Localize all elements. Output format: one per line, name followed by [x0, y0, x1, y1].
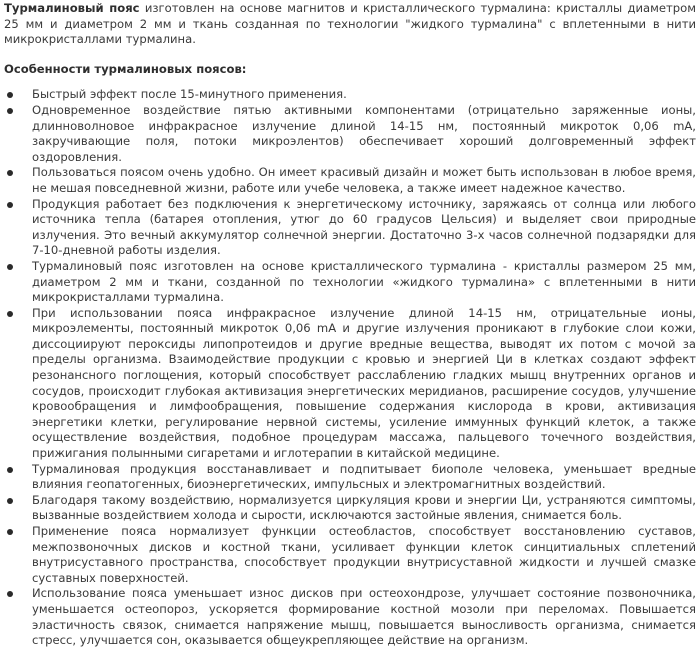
list-item-text: Пользоваться поясом очень удобно. Он имеет красивый дизайн и может быть использован в любое время, не мешая повседневной жизни, работе или учебе человека, а также имеет надежное качество. [32, 165, 696, 195]
intro-paragraph [4, 1, 696, 48]
list-item-text: Использование пояса уменьшает износ дисков при остеохондрозе, улучшает состояние позвоночника, уменьшается остеопороз, ускоряется формирование костной мозоли при переломах. Повышается эластичность связок, снимается напряжение мышц, повышается выносливость организма, снимается стресс, улучшается сон, оказывается общеукрепляющее действие на организм. [32, 586, 696, 648]
bullet-icon [7, 591, 13, 597]
list-item-text: Турмалиновый пояс изготовлен на основе кристаллического турмалина - кристаллы размером 25 мм, диаметром 2 мм и ткани, созданной по технологии «жидкого турмалина» с вплетенными в нити микрокристаллами турмалина. [32, 258, 696, 305]
list-item [4, 103, 696, 165]
list-item [4, 165, 696, 196]
list-item-text: Применение пояса нормализует функции остеобластов, способствует восстановлению суставов, межпозвоночных дисков и костной ткани, усиливает функции клеток синцитиальных сплетений внутрисуставного пространства, способствует продукции внутрисуставной жидкости и лучшей смазке суставных поверхностей. [32, 524, 696, 585]
list-item-text: Турмалиновая продукция восстанавливает и подпитывает биополе человека, уменьшает вредные влияния геопатогенных, биоэнергетических, импульсных и электромагнитных воздействий. [32, 461, 696, 492]
list-item [4, 306, 696, 462]
bullet-icon [7, 467, 13, 473]
list-item [4, 493, 696, 524]
bullet-icon [7, 529, 13, 535]
list-item-text: Быстрый эффект после 15-минутного применения. [32, 87, 347, 102]
bullet-icon [7, 498, 13, 504]
list-item-text: Благодаря такому воздействию, нормализуется циркуляция крови и энергии Ци, устраняются симптомы, вызванные воздействием холода и сырости, исключаются застойные явления, снимается боль. [32, 492, 696, 523]
list-item-text: Одновременное воздействие пятью активными компонентами (отрицательно заряженные ионы, длинноволновое инфракрасное излучение длиной 14-15 нм, постоянный микроток 0,06 mA, закручивающие поля, потоки микроэлентов) обеспечивает хороший долговременный эффект оздоровления. [32, 102, 696, 164]
bullet-icon [7, 108, 13, 114]
features-list [4, 87, 696, 648]
intro-text: изготовлен на основе магнитов и кристаллического турмалина: кристаллы диаметром 25 мм и диаметром 2 мм и ткань созданная по технологии "жидкого турмалина" с вплетенными в нити микрокристаллами турмалина. [4, 1, 696, 47]
list-item-text: Продукция работает без подключения к энергетическому источнику, заряжаясь от солнца или любого источника тепла (батарея отопления, утюг до 60 градусов Цельсия) и выделяет свои природные излучения. Это вечный аккумулятор солнечной энергии. Достаточно 3-х часов солнечной подзарядки для 7-10-дневной работы изделия. [32, 196, 696, 258]
intro-lead: Турмалиновый пояс [4, 1, 140, 15]
list-item [4, 87, 696, 103]
bullet-icon [7, 264, 13, 270]
bullet-icon [7, 202, 13, 208]
list-item [4, 524, 696, 586]
features-heading: Особенности турмалиновых поясов: [4, 61, 247, 76]
bullet-icon [7, 170, 13, 176]
bullet-icon [7, 311, 13, 317]
list-item [4, 462, 696, 493]
bullet-icon [7, 92, 13, 98]
list-item [4, 197, 696, 259]
list-item-text: При использовании пояса инфракрасное излучение длиной 14-15 нм, отрицательные ионы, микроэлементы, постоянный микроток 0,06 mA и другие излучения проникают в глубокие слои кожи, диссоциируют пероксиды липопротеидов и другие вредные вещества, выводят их потом с мочой за пределы организма. Взаимодействие продукции с кровью и энергией Ци в клетках создают эффект резонансного поглощения, который способствует расслаблению гладких мышц внутренних органов и сосудов, происходит глубокая активизация энергетических меридианов, расширение сосудов, улучшение кровообращения и лимфообращения, повышение содержания кислорода в крови, активизация энергетики клетки, регулирование нервной системы, усиление иммунных функций клеток, а также осуществление воздействия, подобное процедурам массажа, пальцевого точечного воздействия, прижигания полынными сигаретами и иглотерапии в китайской медицине. [32, 305, 696, 461]
list-item [4, 586, 696, 648]
list-item [4, 259, 696, 306]
